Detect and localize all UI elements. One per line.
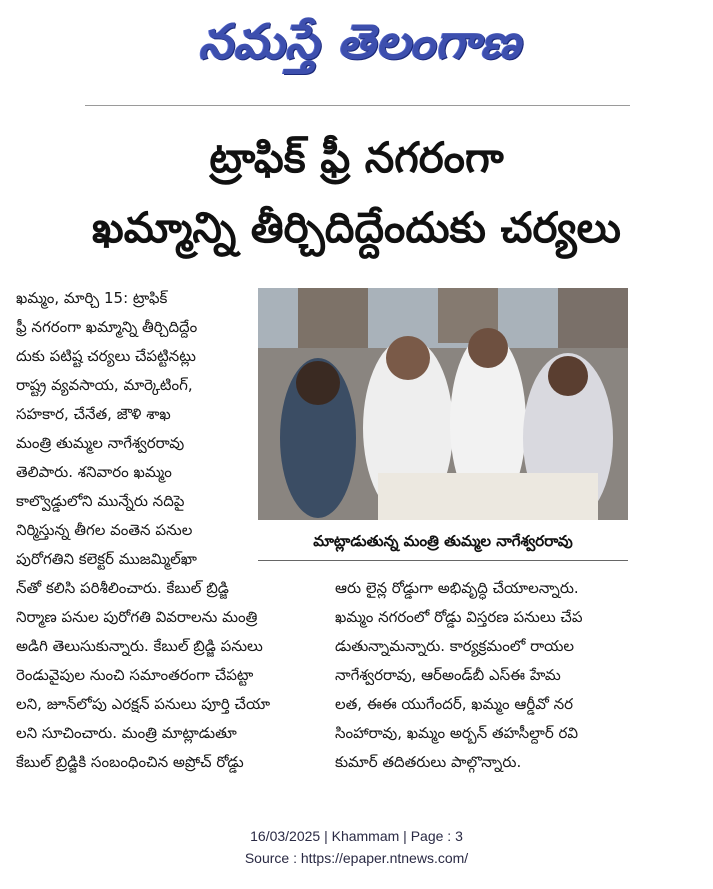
- article-line: ఖమ్మం నగరంలో రోడ్డు విస్తరణ పనులు చేప: [335, 608, 583, 626]
- article-line: లని సూచించారు. మంత్రి మాట్లాడుతూ: [16, 724, 237, 742]
- article-line: రాష్ట్ర వ్యవసాయ, మార్కెటింగ్,: [16, 376, 193, 394]
- article-line: సింహారావు, ఖమ్మం అర్బన్ తహసీల్దార్ రవి: [335, 724, 579, 742]
- article-line: న్‌తో కలిసి పరిశీలించారు. కేబుల్ బ్రిడ్జి: [16, 579, 229, 597]
- masthead-title: నమస్తే తెలంగాణ: [198, 14, 522, 70]
- article-line: సహకార, చేనేత, జౌళి శాఖ: [16, 405, 171, 423]
- article-line: కాల్వొడ్డులోని మున్నేరు నదిపై: [16, 492, 185, 510]
- photo-caption: మాట్లాడుతున్న మంత్రి తుమ్మల నాగేశ్వరరావు: [258, 522, 628, 561]
- article-line: తెలిపారు. శనివారం ఖమ్మం: [16, 463, 172, 481]
- footer-date-edition: 16/03/2025 | Khammam | Page : 3: [250, 828, 463, 844]
- article-line: లత, ఈఈ యుగేందర్, ఖమ్మం ఆర్డీవో నర: [335, 695, 574, 713]
- article-bottom-left-column: [16, 574, 326, 777]
- article-line: పురోగతిని కలెక్టర్ ముజమ్మిల్‌ఖా: [16, 550, 197, 568]
- article-line: దుకు పటిష్ట చర్యలు చేపట్టినట్లు: [16, 347, 196, 365]
- footer-source-link[interactable]: Source : https://epaper.ntnews.com/: [244, 850, 469, 866]
- article-line: ఫ్రీ నగరంగా ఖమ్మాన్ని తీర్చిదిద్దేం: [16, 318, 198, 336]
- masthead-divider: [85, 105, 630, 106]
- article-line: నాగేశ్వరరావు, ఆర్‌అండ్‌బీ ఎస్‌ఈ హేమ: [335, 666, 561, 684]
- article-line: రెండువైపుల నుంచి సమాంతరంగా చేపట్టా: [16, 666, 254, 684]
- headline-line-1: ట్రాఫిక్ ఫ్రీ నగరంగా: [209, 133, 504, 182]
- article-line: డుతున్నామన్నారు. కార్యక్రమంలో రాయల: [335, 637, 575, 655]
- news-photo: [258, 288, 628, 520]
- news-photo-illustration: [258, 288, 628, 520]
- article-line: అడిగి తెలుసుకున్నారు. కేబుల్ బ్రిడ్జి పనులు: [16, 637, 263, 655]
- article-line: కుమార్ తదితరులు పాల్గొన్నారు.: [335, 753, 522, 771]
- article-line: కేబుల్ బ్రిడ్జికి సంబంధించిన అప్రోచ్ రోడ్డు: [16, 753, 244, 771]
- article-line: నిర్మిస్తున్న తీగల వంతెన పనుల: [16, 521, 193, 539]
- article-line: ఆరు లైన్ల రోడ్డుగా అభివృద్ధి చేయాలన్నారు.: [335, 579, 579, 597]
- article-line: మంత్రి తుమ్మల నాగేశ్వరరావు: [16, 434, 185, 452]
- article-line: నిర్మాణ పనుల పురోగతి వివరాలను మంత్రి: [16, 608, 258, 626]
- headline-line-2: ఖమ్మాన్ని తీర్చిదిద్దేందుకు చర్యలు: [92, 203, 621, 252]
- article-line: ఖమ్మం, మార్చి 15: ట్రాఫిక్: [16, 289, 168, 307]
- article-left-column: [16, 284, 256, 574]
- article-right-column: [335, 574, 645, 777]
- article-line: లని, జూన్‌లోపు ఎరక్షన్ పనులు పూర్తి చేయా: [16, 695, 271, 713]
